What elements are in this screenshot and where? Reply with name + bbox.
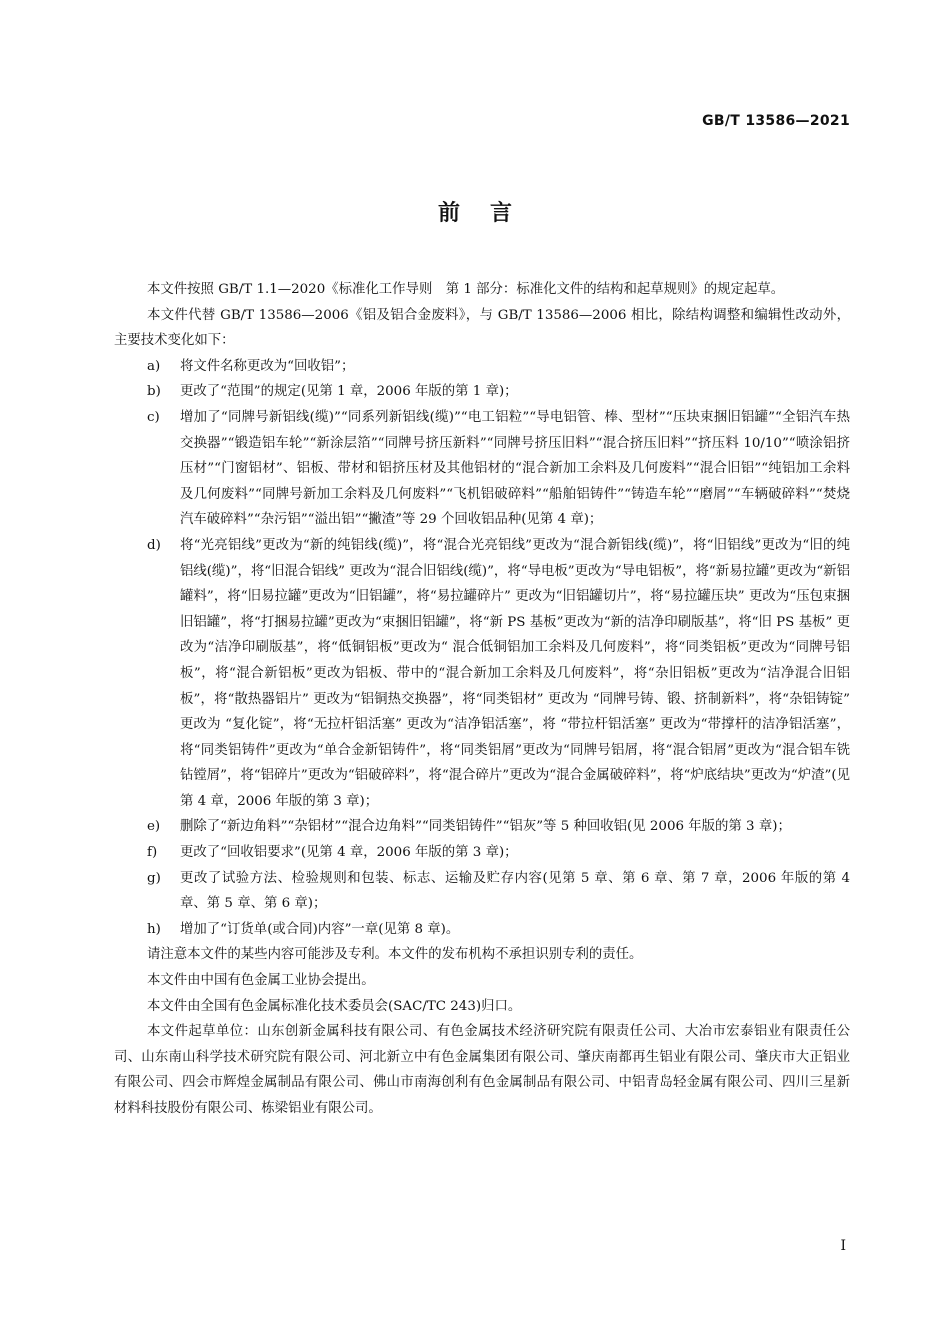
- list-item: [114, 814, 850, 840]
- page-title: 前言: [437, 201, 542, 226]
- list-item-text: 删除了“新边角料”“杂铝材”“混合边角料”“同类铝铸件”“铝灰”等 5 种回收铝(见 2006 年版的第 3 章)；: [180, 819, 791, 835]
- patent-notice-paragraph: 请注意本文件的某些内容可能涉及专利。本文件的发布机构不承担识别专利的责任。: [147, 947, 643, 963]
- list-item: [114, 840, 850, 866]
- drafting-units-paragraph: 本文件起草单位：山东创新金属科技有限公司、有色金属技术经济研究院有限责任公司、大冶市宏泰铝业有限责任公司、山东南山科学技术研究院有限公司、河北新立中有色金属集团有限公司、肇庆南都再生铝业有限公司、肇庆市大正铝业有限公司、四会市辉煌金属制品有限公司、佛山市南海创利有色金属制品有限公司、中铝青岛轻金属有限公司、四川三星新材料科技股份有限公司、栋梁铝业有限公司。: [114, 1024, 850, 1116]
- list-item-marker: b): [147, 384, 161, 400]
- list-item: [114, 866, 850, 917]
- page-number: I: [840, 1238, 846, 1254]
- standard-number: GB/T 13586—2021: [702, 113, 850, 129]
- list-item-marker: h): [147, 921, 161, 937]
- committee-paragraph: 本文件由全国有色金属标准化技术委员会(SAC/TC 243)归口。: [147, 998, 522, 1014]
- list-item: [114, 917, 850, 943]
- list-item: [114, 405, 850, 533]
- list-item: [114, 533, 850, 815]
- list-item-text: 将文件名称更改为“回收铝”；: [180, 358, 355, 374]
- list-item-text: 增加了“订货单(或合同)内容”一章(见第 8 章)。: [180, 921, 460, 937]
- list-item-marker: d): [147, 537, 161, 553]
- list-item: [114, 354, 850, 380]
- proposer-paragraph: 本文件由中国有色金属工业协会提出。: [147, 973, 375, 989]
- list-item-marker: g): [147, 870, 161, 886]
- list-item-text: 更改了“范围”的规定(见第 1 章，2006 年版的第 1 章)；: [180, 384, 518, 400]
- list-item-text: 增加了“同牌号新铝线(缆)”“同系列新铝线(缆)”“电工铝粒”“导电铝管、棒、型材”“压块束捆旧铝罐”“全铝汽车热交换器”“锻造铝车轮”“新涂层箔”“同牌号挤压新料”“同牌号挤压旧料”“混合挤压旧料”“挤压料 10/10”“喷涂铝挤压材”“门窗铝材”、铝板、带材和铝挤压材及其他铝材的“混合新加工余料及几何废料”“混合旧铝”“纯铝加工余料及几何废料”“同牌号新加工余料及几何废料”“飞机铝破碎料”“船舶铝铸件”“铸造车轮”“磨屑”“车辆破碎料”“焚烧汽车破碎料”“杂污铝”“溢出铝”“撇渣”等 29 个回收铝品种(见第 4 章)；: [180, 409, 850, 528]
- list-item-marker: e): [147, 819, 161, 835]
- changes-list: [114, 354, 850, 943]
- replacement-paragraph: 本文件代替 GB/T 13586—2006《铝及铝合金废料》，与 GB/T 13586—2006 相比，除结构调整和编辑性改动外，主要技术变化如下：: [114, 307, 850, 349]
- list-item-marker: a): [147, 358, 161, 374]
- list-item-marker: c): [147, 409, 160, 425]
- foreword-body: [114, 277, 850, 1122]
- list-item-text: 更改了“回收铝要求”(见第 4 章，2006 年版的第 3 章)；: [180, 845, 518, 861]
- list-item-text: 将“光亮铝线”更改为“新的纯铝线(缆)”，将“混合光亮铝线”更改为“混合新铝线(缆)”，将“旧铝线”更改为“旧的纯铝线(缆)”，将“旧混合铝线” 更改为“混合旧铝线(缆)”，将“导电板”更改为“导电铝板”，将“新易拉罐”更改为“新铝罐料”，将“旧易拉罐”更改为“旧铝罐”，将“易拉罐碎片” 更改为“旧铝罐切片”，将“易拉罐压块” 更改为“压包束捆旧铝罐”，将“打捆易拉罐”更改为“束捆旧铝罐”，将“新 PS 基板”更改为“新的洁净印刷版基”，将“旧 PS 基板” 更改为“洁净印刷版基”，将“低铜铝板”更改为“ 混合低铜铝加工余料及几何废料”，将“同类铝板”更改为“同牌号铝板”，将“混合新铝板”更改为铝板、带中的“混合新加工余料及几何废料”，将“杂旧铝板”更改为“洁净混合旧铝板”，将“散热器铝片” 更改为“铝铜热交换器”，将“同类铝材” 更改为 “同牌号铸、锻、挤制新料”，将“杂铝铸锭” 更改为 “复化锭”，将“无拉杆铝活塞” 更改为“洁净铝活塞”，将 “带拉杆铝活塞” 更改为“带撑杆的洁净铝活塞”，将“同类铝铸件”更改为“单合金新铝铸件”，将“同类铝屑”更改为“同牌号铝屑，将“混合铝屑”更改为“混合铝车铣钻镗屑”，将“铝碎片”更改为“铝破碎料”，将“混合碎片”更改为“混合金属破碎料”，将“炉底结块”更改为“炉渣”(见第 4 章，2006 年版的第 3 章)；: [180, 537, 851, 809]
- list-item: [114, 379, 850, 405]
- list-item-text: 更改了试验方法、检验规则和包装、标志、运输及贮存内容(见第 5 章、第 6 章、第 7 章，2006 年版的第 4 章、第 5 章、第 6 章)；: [180, 870, 850, 912]
- list-item-marker: f): [147, 845, 158, 861]
- drafting-rule-paragraph: 本文件按照 GB/T 1.1—2020《标准化工作导则 第 1 部分：标准化文件的结构和起草规则》的规定起草。: [147, 282, 785, 297]
